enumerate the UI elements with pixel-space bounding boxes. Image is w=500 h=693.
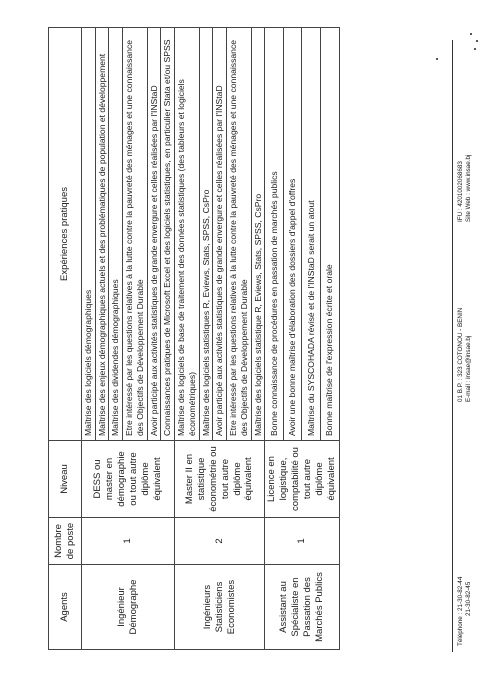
- header-nombre-de-poste: Nombre de poste: [49, 518, 82, 565]
- footer-ifu-block: [457, 155, 473, 222]
- niveau-cell: DESS ou master en démographie ou tout autre diplôme équivalent: [82, 441, 175, 518]
- experience-cell: Maîtrise du SYSCOHADA révisé et de l'INStaD serait un atout: [302, 28, 321, 441]
- scan-speck: [476, 40, 478, 42]
- experience-cell: Maîtrise des logiciels démographiques: [82, 28, 96, 441]
- experience-cell: Connaissances pratiques de Microsoft Excel et des logiciels statistiques, en particulier Stata et/ou SPSS: [161, 28, 175, 441]
- nombre-cell: 1: [265, 518, 339, 565]
- nombre-cell: 2: [175, 518, 265, 565]
- nombre-cell: 1: [82, 518, 175, 565]
- table-row: [265, 28, 284, 650]
- agent-cell: Ingénieurs Statisticiens Economistes: [175, 565, 265, 650]
- niveau-cell: Master II en statistique économétrie ou tout autre diplôme équivalent: [175, 441, 265, 518]
- document-footer: [452, 40, 473, 652]
- rotated-document-page: [25, 22, 475, 672]
- experience-cell: Bonne maîtrise de l'expression écrite et orale: [320, 28, 339, 441]
- experience-cell: Maîtrise des dividendes démographiques: [109, 28, 123, 441]
- experience-cell: Avoir une bonne maîtrise d'élaboration des dossiers d'appel d'offres: [283, 28, 302, 441]
- experience-cell: Bonne connaissance de procédures en passation de marchés publics: [265, 28, 284, 441]
- footer-phone-2: 21-30-82-45: [465, 581, 473, 616]
- experience-cell: Maîtrise des logiciels statistique R, Eviews, Stats, SPSS, CsPro: [251, 28, 265, 441]
- table-row: [82, 28, 96, 650]
- experience-cell: Maîtrise des logiciels de base de traitement des données statistiques (des tableurs et logiciels économétriques): [175, 28, 199, 441]
- header-agents: Agents: [49, 565, 82, 650]
- header-experiences-pratiques: Expériences pratiques: [49, 28, 82, 441]
- scan-speck: [436, 58, 438, 60]
- table-row: [175, 28, 199, 650]
- experience-cell: Avoir participé aux activités statistiques de grande envergure et celles réalisées par l'INStaD: [147, 28, 161, 441]
- footer-address-block: [457, 308, 473, 402]
- footer-phone-1: Téléphone : 21-30-82-44: [457, 576, 464, 646]
- footer-phone-block: [457, 577, 473, 646]
- agent-cell: Assistant au Spécialiste en Passation des Marchés Publics: [265, 565, 339, 650]
- footer-ifu: IFU : 4201002068683: [457, 161, 464, 222]
- agent-cell: Ingénieur Démographe: [82, 565, 175, 650]
- experience-cell: Maîtrise des enjeux démographiques actuels et des problématiques de population et développement: [95, 28, 109, 441]
- recruitment-table: [48, 27, 340, 650]
- experience-cell: Etre intéressé par les questions relatives à la lutte contre la pauvreté des ménages et une connaissance des Objectifs de Développement Durable: [227, 28, 251, 441]
- footer-site: Site Web : www.insae.bj: [465, 154, 473, 222]
- scan-speck: [474, 48, 476, 50]
- footer-email: E-mail : insae@insae.bj: [465, 335, 473, 402]
- footer-address: 01 B.P. : 323 COTONOU - BENIN: [457, 307, 464, 402]
- experience-cell: Avoir participé aux activités statistiques de grande envergure et celles réalisées par l'INStaD: [213, 28, 227, 441]
- experience-cell: Maîtrise des logiciels statistiques R, Eviews, Stats, SPSS, CsPro: [199, 28, 213, 441]
- niveau-cell: Licence en logistique, comptabilité ou tout autre diplôme équivalent: [265, 441, 339, 518]
- experience-cell: Etre intéressé par les questions relatives à la lutte contre la pauvreté des ménages et une connaissance des Objectifs de Développement Durable: [123, 28, 147, 441]
- table-header-row: [49, 28, 82, 650]
- scan-speck: [470, 33, 472, 35]
- header-niveau: Niveau: [49, 441, 82, 518]
